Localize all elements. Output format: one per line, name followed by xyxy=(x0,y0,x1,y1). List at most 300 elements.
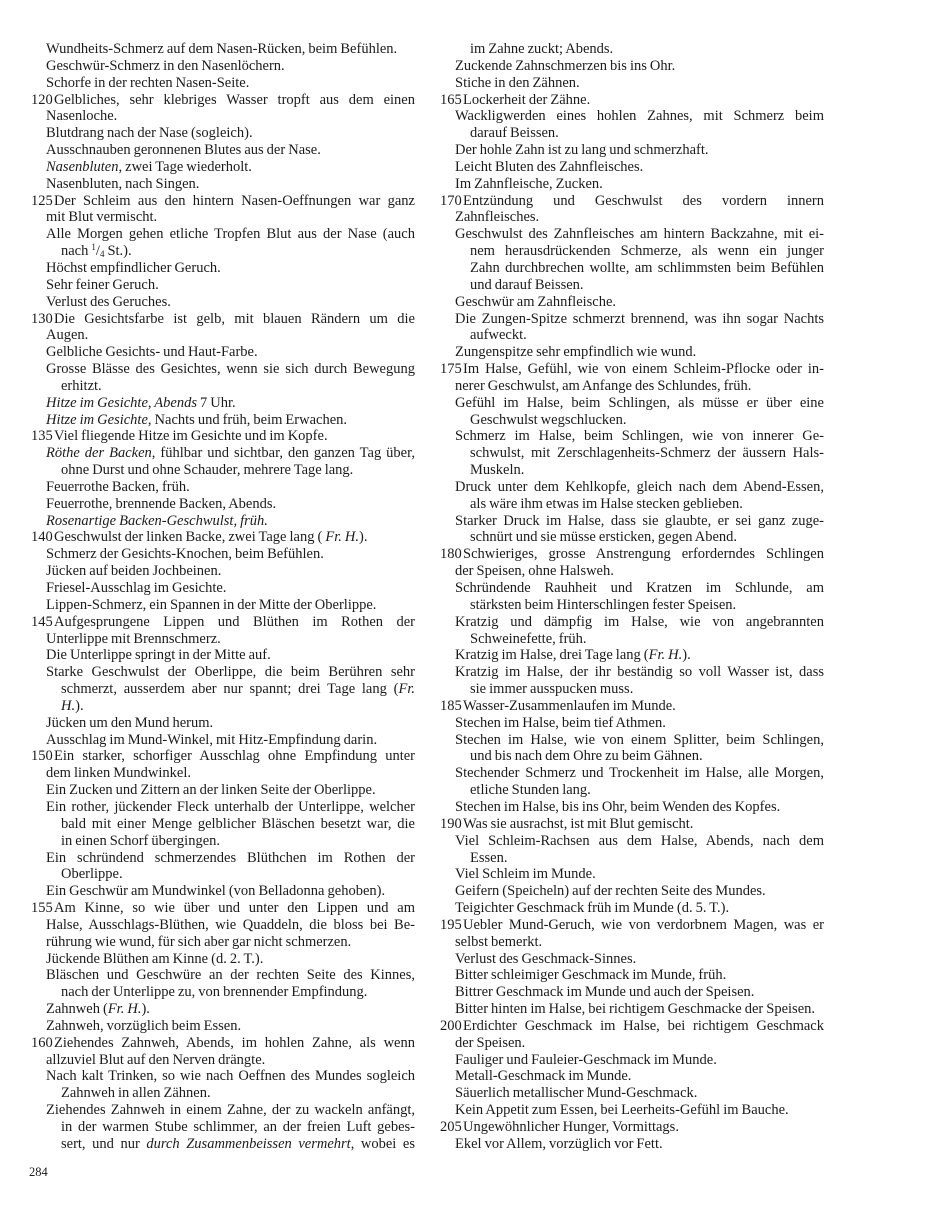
text-line xyxy=(46,142,415,159)
symptom-entry xyxy=(31,277,415,294)
text-run: Ausschnauben geronnenen Blutes aus der Nase. xyxy=(46,142,321,159)
text-line xyxy=(440,546,824,563)
symptom-entry xyxy=(31,1068,415,1102)
text-line xyxy=(455,294,824,311)
symptom-entry xyxy=(440,799,824,816)
text-run: Schmerz im Halse, beim Schlingen, wie von innerer Ge- xyxy=(455,428,824,445)
text-run: Geschwulst des Zahnfleisches am hintern Backzahne, mit ei- xyxy=(455,226,824,243)
text-line xyxy=(31,92,415,109)
text-line xyxy=(46,125,415,142)
entry-number: 190 xyxy=(440,815,462,832)
text-run: Zahnfleisches. xyxy=(455,209,540,226)
text-line xyxy=(46,344,415,361)
text-line xyxy=(470,782,824,799)
entry-number: 165 xyxy=(440,91,462,108)
symptom-entry xyxy=(440,1001,824,1018)
text-line xyxy=(455,1102,824,1119)
italic-text: Hitze im Gesichte xyxy=(46,411,148,428)
text-run: Kratzig im Halse, drei Tage lang ( xyxy=(455,647,649,664)
italic-text: Nasenbluten xyxy=(46,158,119,175)
numbered-symptom-entry xyxy=(31,529,415,546)
text-run: Schorfe in der rechten Nasen-Seite. xyxy=(46,74,250,91)
symptom-entry xyxy=(31,1018,415,1035)
text-run: Ein starker, schorfiger Ausschlag ohne Empfindung unter xyxy=(54,748,415,765)
text-line xyxy=(455,934,824,951)
text-run: ohne Durst und ohne Schauder, mehrere Tage lang. xyxy=(61,462,354,479)
symptom-entry xyxy=(440,580,824,614)
numbered-symptom-entry xyxy=(440,698,824,715)
text-line xyxy=(61,816,415,833)
text-line xyxy=(455,647,824,664)
text-run: allzuviel Blut auf den Nerven drängte. xyxy=(46,1051,266,1068)
text-line xyxy=(61,698,415,715)
text-run: Ziehendes Zahnweh, Abends, im hohlen Zahne, als wenn xyxy=(54,1034,415,1051)
entry-number: 145 xyxy=(31,613,53,630)
text-line xyxy=(455,1068,824,1085)
text-run: etliche Stunden lang. xyxy=(470,782,591,799)
text-run: Stechen im Halse, wie von einem Splitter, beim Schlingen, xyxy=(455,731,824,748)
text-run: Gelbliche Gesichts- und Haut-Farbe. xyxy=(46,344,258,361)
symptom-entry xyxy=(31,597,415,614)
symptom-entry xyxy=(440,344,824,361)
text-run: der Speisen, ohne Halsweh. xyxy=(455,563,614,580)
symptom-entry xyxy=(440,294,824,311)
text-run: , Nachts und früh, beim Erwachen. xyxy=(147,411,348,428)
numbered-symptom-entry xyxy=(31,614,415,648)
text-run: Entzündung und Geschwulst des vordern innern xyxy=(463,192,824,209)
symptom-entry xyxy=(31,546,415,563)
text-run: Jücken um den Mund herum. xyxy=(46,714,214,731)
entry-number: 175 xyxy=(440,361,462,378)
text-run: Uebler Mund-Geruch, wie von verdorbnem Magen, was er xyxy=(463,916,824,933)
text-line xyxy=(470,748,824,765)
symptom-entry xyxy=(31,41,415,58)
text-line xyxy=(46,1068,415,1085)
text-run: Muskeln. xyxy=(470,462,525,479)
text-line xyxy=(470,445,824,462)
text-line xyxy=(46,226,415,243)
symptom-entry xyxy=(440,883,824,900)
text-run: Im Halse, Gefühl, wie von einem Schleim-Pflocke oder in- xyxy=(463,361,824,378)
text-run: Ekel vor Allem, vorzüglich vor Fett. xyxy=(455,1135,663,1152)
symptom-entry xyxy=(31,967,415,1001)
text-run: , wobei es xyxy=(350,1135,415,1152)
numbered-symptom-entry xyxy=(31,92,415,126)
symptom-entry xyxy=(440,142,824,159)
text-run: Bittrer Geschmack im Munde und auch der Speisen. xyxy=(455,984,755,1001)
text-run: und bis nach dem Ohre zu beim Gähnen. xyxy=(470,748,703,765)
text-run: in der warmen Stube schlimmer, an der freien Luft gebes- xyxy=(61,1119,415,1135)
text-run: , zwei Tage wiederholt. xyxy=(118,158,252,175)
text-run: Gefühl im Halse, beim Schlingen, als müsse er über eine xyxy=(455,394,824,411)
text-run: Die Gesichtsfarbe ist gelb, mit blauen Rändern um die xyxy=(54,310,415,327)
text-line xyxy=(61,866,415,883)
text-line xyxy=(470,277,824,294)
symptom-entry xyxy=(440,58,824,75)
text-line xyxy=(455,159,824,176)
text-run: ). xyxy=(141,1001,150,1018)
text-line xyxy=(440,917,824,934)
text-run: Viel Schleim im Munde. xyxy=(455,866,596,883)
text-line xyxy=(440,361,824,378)
text-run: ). xyxy=(75,697,84,714)
symptom-entry xyxy=(440,647,824,664)
text-run: Geschwür-Schmerz in den Nasenlöchern. xyxy=(46,57,285,74)
text-run: Zuckende Zahnschmerzen bis ins Ohr. xyxy=(455,57,676,74)
text-line xyxy=(455,344,824,361)
text-run: ). xyxy=(358,529,368,546)
text-run: Viel Schleim-Rachsen aus dem Halse, Abends, nach dem xyxy=(455,832,824,849)
symptom-entry xyxy=(31,260,415,277)
text-run: Aufgesprungene Lippen und Blüthen im Rothen der xyxy=(54,613,415,630)
text-run: Fauliger und Fauleier-Geschmack im Munde. xyxy=(455,1051,717,1068)
text-line xyxy=(46,108,415,125)
text-run: als wäre ihm etwas im Halse stecken geblieben. xyxy=(470,495,743,512)
entry-number: 200 xyxy=(440,1017,462,1034)
text-run: Sehr feiner Geruch. xyxy=(46,276,159,293)
text-run: Ziehendes Zahnweh in einem Zahne, der zu wackeln anfängt, xyxy=(46,1102,415,1119)
symptom-entry xyxy=(440,311,824,345)
numbered-symptom-entry xyxy=(31,748,415,782)
text-line xyxy=(455,951,824,968)
symptom-entry xyxy=(31,445,415,479)
text-line xyxy=(455,1085,824,1102)
entry-number: 135 xyxy=(31,428,53,445)
text-line xyxy=(455,75,824,92)
numbered-symptom-entry xyxy=(440,1018,824,1052)
text-run: Was sie ausrachst, ist mit Blut gemischt. xyxy=(463,815,694,832)
text-run: Kratzig im Halse, der ihr beständig so voll Wasser ist, dass xyxy=(455,664,824,681)
text-line xyxy=(46,294,415,311)
text-line xyxy=(31,614,415,631)
text-run: Blutdrang nach der Nase (sogleich). xyxy=(46,125,253,142)
text-line xyxy=(455,378,824,395)
text-line xyxy=(61,833,415,850)
text-line xyxy=(470,681,824,698)
text-run: der Speisen. xyxy=(455,1034,526,1051)
text-run: sie immer ausspucken muss. xyxy=(470,681,634,698)
text-run: Friesel-Ausschlag im Gesichte. xyxy=(46,580,227,596)
symptom-entry xyxy=(31,479,415,496)
symptom-entry xyxy=(440,1068,824,1085)
numbered-symptom-entry xyxy=(31,1035,415,1069)
text-run: Verlust des Geruches. xyxy=(46,293,171,310)
italic-text: Fr. H. xyxy=(325,529,359,546)
text-line xyxy=(455,664,824,681)
text-line xyxy=(455,732,824,749)
text-line xyxy=(46,1102,415,1119)
text-run: im Zahne zuckt; Abends. xyxy=(470,41,614,57)
text-run: Ein Zucken und Zittern an der linken Seite der Oberlippe. xyxy=(46,782,376,799)
symptom-entry xyxy=(31,883,415,900)
symptom-entry xyxy=(31,513,415,530)
text-line xyxy=(46,765,415,782)
text-run: Die Unterlippe springt in der Mitte auf. xyxy=(46,647,271,664)
symptom-entry xyxy=(31,647,415,664)
text-line xyxy=(46,75,415,92)
text-line xyxy=(455,900,824,917)
text-run: Ein schründend schmerzendes Blüthchen im Rothen der xyxy=(46,849,415,866)
symptom-entry xyxy=(31,580,415,597)
text-run: Höchst empfindlicher Geruch. xyxy=(46,259,221,276)
text-line xyxy=(455,395,824,412)
text-run: aufweckt. xyxy=(470,327,527,344)
text-run: sert, und nur xyxy=(61,1135,147,1152)
numbered-symptom-entry xyxy=(440,816,824,833)
italic-text: Fr. H. xyxy=(648,647,683,664)
text-line xyxy=(61,1119,415,1136)
text-run: Geschwür am Zahnfleische. xyxy=(455,293,617,310)
text-run: Grosse Blässe des Gesichtes, wenn sie sich durch Bewegung xyxy=(46,361,415,378)
entry-number: 150 xyxy=(31,748,53,765)
text-line xyxy=(61,1136,415,1153)
text-line xyxy=(455,833,824,850)
text-run: darauf Beissen. xyxy=(470,125,559,142)
symptom-entry xyxy=(440,1136,824,1153)
symptom-entry xyxy=(31,664,415,715)
text-line xyxy=(46,496,415,513)
text-line xyxy=(470,496,824,513)
text-line xyxy=(61,462,415,479)
text-run: Ein rother, jückender Fleck unterhalb der Unterlippe, welcher xyxy=(46,798,415,815)
text-line xyxy=(440,1119,824,1136)
text-run: Halse, Ausschlags-Blüthen, wie Quaddeln, die bloss bei Be- xyxy=(46,916,415,933)
text-line xyxy=(46,782,415,799)
text-line xyxy=(46,715,415,732)
symptom-entry xyxy=(440,75,824,92)
symptom-entry xyxy=(31,142,415,159)
text-line xyxy=(46,631,415,648)
text-run: Geschwulst wegschlucken. xyxy=(470,411,627,428)
text-line xyxy=(46,209,415,226)
text-run: Zungenspitze sehr empfindlich wie wund. xyxy=(455,344,697,361)
text-line xyxy=(46,546,415,563)
text-run: Erdichter Geschmack im Halse, bei richtigem Geschmack xyxy=(463,1017,824,1034)
symptom-entry xyxy=(440,866,824,883)
text-line xyxy=(46,479,415,496)
text-run: Der hohle Zahn ist zu lang und schmerzhaft. xyxy=(455,142,709,159)
text-line xyxy=(46,395,415,412)
italic-text: Rosenartige Backen-Geschwulst, früh. xyxy=(46,512,268,529)
text-run: Schmerz der Gesichts-Knochen, beim Befühlen. xyxy=(46,546,324,563)
text-line xyxy=(46,58,415,75)
text-run: Stechen im Halse, beim tief Athmen. xyxy=(455,714,666,731)
text-line xyxy=(470,327,824,344)
text-run: Bläschen und Geschwüre an der rechten Seite des Kinnes, xyxy=(46,967,415,984)
symptom-entry xyxy=(440,159,824,176)
subscript-text: 4 xyxy=(99,249,105,260)
symptom-entry xyxy=(440,176,824,193)
text-run: Metall-Geschmack im Munde. xyxy=(455,1068,632,1085)
text-line xyxy=(46,159,415,176)
text-run: Der Schleim aus den hintern Nasen-Oeffnungen war ganz xyxy=(54,192,415,209)
text-line xyxy=(31,1035,415,1052)
numbered-symptom-entry xyxy=(440,917,824,951)
text-line xyxy=(455,883,824,900)
text-run: Stiche in den Zähnen. xyxy=(455,74,580,91)
text-run: schmerzt, ausserdem aber nur spannt; drei Tage lang ( xyxy=(61,681,399,698)
text-run: Ungewöhnlicher Hunger, Vormittags. xyxy=(463,1119,679,1135)
symptom-entry xyxy=(440,664,824,698)
text-line xyxy=(455,866,824,883)
text-line xyxy=(61,984,415,1001)
entry-number: 205 xyxy=(440,1119,462,1135)
text-run: Schwieriges, grosse Anstrengung erforderndes Schlingen xyxy=(463,546,824,563)
text-line xyxy=(455,479,824,496)
text-run: nerer Geschwulst, am Anfange des Schlundes, früh. xyxy=(455,377,752,394)
text-line xyxy=(46,277,415,294)
text-run: Nach kalt Trinken, so wie nach Oeffnen des Mundes sogleich xyxy=(46,1068,415,1085)
text-line xyxy=(46,513,415,530)
text-run: Verlust des Geschmack-Sinnes. xyxy=(455,950,637,967)
text-line xyxy=(455,108,824,125)
text-line xyxy=(46,327,415,344)
text-line xyxy=(46,934,415,951)
symptom-entry xyxy=(440,732,824,766)
text-run: Feuerrothe Backen, früh. xyxy=(46,478,190,495)
symptom-entry xyxy=(31,799,415,850)
text-line xyxy=(470,529,824,546)
symptom-entry xyxy=(31,732,415,749)
symptom-entry xyxy=(31,344,415,361)
text-line xyxy=(455,967,824,984)
text-line xyxy=(455,1035,824,1052)
text-line xyxy=(31,428,415,445)
text-run: Teigichter Geschmack früh im Munde (d. 5. T.). xyxy=(455,900,730,917)
text-run: / xyxy=(95,243,100,260)
symptom-entry xyxy=(440,833,824,867)
text-line xyxy=(46,580,415,597)
text-line xyxy=(470,125,824,142)
symptom-entry xyxy=(31,395,415,412)
symptom-entry xyxy=(31,850,415,884)
text-line xyxy=(455,513,824,530)
text-run: Lockerheit der Zähne. xyxy=(463,91,591,108)
text-run: Bitter schleimiger Geschmack im Munde, früh. xyxy=(455,967,727,984)
symptom-entry xyxy=(440,1052,824,1069)
text-run: nem herausdrückenden Schmerze, als wenn ein junger xyxy=(470,243,824,260)
numbered-symptom-entry xyxy=(440,1119,824,1136)
text-line xyxy=(31,529,415,546)
text-line xyxy=(46,799,415,816)
symptom-entry xyxy=(440,984,824,1001)
numbered-symptom-entry xyxy=(440,546,824,580)
text-run: Geifern (Speicheln) auf der rechten Seite des Mundes. xyxy=(455,883,766,900)
text-line xyxy=(455,209,824,226)
text-run: Zahnweh ( xyxy=(46,1001,108,1018)
symptom-entry xyxy=(31,294,415,311)
text-run: nach der Unterlippe zu, von brennender Empfindung. xyxy=(61,984,368,1001)
numbered-symptom-entry xyxy=(31,193,415,227)
text-run: ). xyxy=(682,647,691,664)
text-line xyxy=(46,41,415,58)
entry-number: 125 xyxy=(31,192,53,209)
text-run: erhitzt. xyxy=(61,377,102,394)
text-line xyxy=(31,748,415,765)
italic-text: Fr. H. xyxy=(107,1001,142,1018)
text-column-right xyxy=(440,41,824,1153)
text-line xyxy=(455,1136,824,1153)
entry-number: 195 xyxy=(440,916,462,933)
italic-text: durch Zusammenbeissen vermehrt xyxy=(146,1135,351,1152)
text-line xyxy=(455,311,824,328)
text-line xyxy=(46,412,415,429)
text-line xyxy=(455,580,824,597)
text-line xyxy=(470,631,824,648)
entry-number: 155 xyxy=(31,900,53,917)
text-run: Die Zungen-Spitze schmerzt brennend, was ihn sogar Nachts xyxy=(455,310,824,327)
text-run: Nasenloche. xyxy=(46,108,118,125)
symptom-entry xyxy=(31,951,415,968)
text-run: Zahnweh, vorzüglich beim Essen. xyxy=(46,1017,242,1034)
text-run: in einen Schorf übergingen. xyxy=(61,832,221,849)
text-run: Säuerlich metallischer Mund-Geschmack. xyxy=(455,1085,698,1102)
text-run: Augen. xyxy=(46,327,89,344)
text-line xyxy=(455,984,824,1001)
text-run: Starker Druck im Halse, dass sie glaubte, er sei ganz zuge- xyxy=(455,512,824,529)
text-line xyxy=(46,967,415,984)
text-line xyxy=(31,900,415,917)
italic-text: H. xyxy=(61,697,76,714)
symptom-entry xyxy=(440,967,824,984)
text-line xyxy=(46,361,415,378)
entry-number: 160 xyxy=(31,1034,53,1051)
text-line xyxy=(455,1052,824,1069)
text-run: schwulst, mit Zerschlagenheits-Schmerz der äussern Hals- xyxy=(470,445,824,462)
text-run: und darauf Beissen. xyxy=(470,276,584,293)
text-line xyxy=(46,850,415,867)
text-run: Starke Geschwulst der Oberlippe, die beim Berühren sehr xyxy=(46,664,415,681)
text-line xyxy=(31,311,415,328)
text-run: St.). xyxy=(104,243,132,260)
symptom-entry xyxy=(31,176,415,193)
text-run: Ein Geschwür am Mundwinkel (von Belladonna gehoben). xyxy=(46,883,386,900)
text-run: rührung wie wund, für sich aber gar nicht schmerzen. xyxy=(46,933,352,950)
symptom-entry xyxy=(31,412,415,429)
symptom-entry xyxy=(31,496,415,513)
entry-number: 180 xyxy=(440,546,462,563)
symptom-entry xyxy=(440,428,824,479)
symptom-entry xyxy=(440,226,824,293)
text-line xyxy=(61,243,415,260)
text-run: dem linken Mundwinkel. xyxy=(46,765,191,782)
text-run: selbst bemerkt. xyxy=(455,933,543,950)
text-run: Zahn durchbrechen wollte, am schlimmsten beim Befühlen xyxy=(470,259,824,276)
symptom-entry xyxy=(31,563,415,580)
italic-text: Fr. xyxy=(398,681,415,698)
entry-number: 130 xyxy=(31,310,53,327)
numbered-symptom-entry xyxy=(31,428,415,445)
text-line xyxy=(61,1085,415,1102)
text-line xyxy=(46,597,415,614)
text-run: Wackligwerden eines hohlen Zahnes, mit Schmerz beim xyxy=(455,108,824,125)
symptom-entry xyxy=(31,75,415,92)
text-run: Stechen im Halse, bis ins Ohr, beim Wenden des Kopfes. xyxy=(455,798,781,815)
text-run: Jücken auf beiden Jochbeinen. xyxy=(46,563,222,580)
text-line xyxy=(46,563,415,580)
symptom-entry xyxy=(440,765,824,799)
numbered-symptom-entry xyxy=(440,92,824,109)
text-run: Ausschlag im Mund-Winkel, mit Hitz-Empfindung darin. xyxy=(46,731,378,748)
text-line xyxy=(470,260,824,277)
numbered-symptom-entry xyxy=(31,900,415,951)
symptom-entry xyxy=(31,125,415,142)
text-line xyxy=(470,243,824,260)
text-run: , fühlbar und sichtbar, den ganzen Tag über, xyxy=(151,445,415,462)
symptom-entry xyxy=(31,226,415,260)
text-line xyxy=(455,563,824,580)
text-line xyxy=(470,41,824,58)
